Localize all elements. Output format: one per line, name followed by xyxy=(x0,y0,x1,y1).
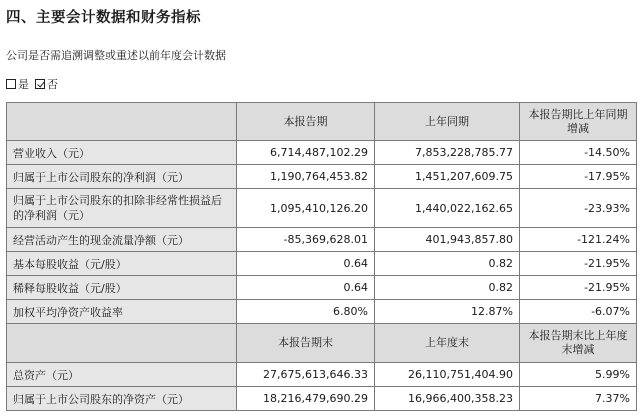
row-label: 经营活动产生的现金流量净额（元） xyxy=(7,228,237,252)
cell-prior: 401,943,857.80 xyxy=(375,228,520,252)
restatement-choices xyxy=(6,76,64,92)
subheader-blank xyxy=(7,324,237,363)
cell-prior: 1,440,022,162.65 xyxy=(375,189,520,228)
cell-change: 5.99% xyxy=(520,363,637,387)
cell-prior: 0.82 xyxy=(375,252,520,276)
cell-current: 6.80% xyxy=(237,300,375,324)
table-row xyxy=(7,387,637,411)
header-current-period: 本报告期 xyxy=(237,103,375,141)
cell-change: -21.95% xyxy=(520,276,637,300)
row-label: 基本每股收益（元/股） xyxy=(7,252,237,276)
table-row xyxy=(7,300,637,324)
subheader-period-end: 本报告期末 xyxy=(237,324,375,363)
cell-prior: 7,853,228,785.77 xyxy=(375,141,520,165)
cell-current: 1,095,410,126.20 xyxy=(237,189,375,228)
subheader-prior-year-end: 上年度末 xyxy=(375,324,520,363)
row-label: 归属于上市公司股东的净利润（元） xyxy=(7,165,237,189)
header-blank xyxy=(7,103,237,141)
header-prior-period: 上年同期 xyxy=(375,103,520,141)
row-label: 归属于上市公司股东的净资产（元） xyxy=(7,387,237,411)
table-row xyxy=(7,252,637,276)
choice-no-label: 否 xyxy=(47,78,58,91)
restatement-question: 公司是否需追溯调整或重述以前年度会计数据 xyxy=(6,49,226,62)
row-label: 营业收入（元） xyxy=(7,141,237,165)
table-row xyxy=(7,189,637,228)
cell-current: 6,714,487,102.29 xyxy=(237,141,375,165)
cell-change: -23.93% xyxy=(520,189,637,228)
row-label: 稀释每股收益（元/股） xyxy=(7,276,237,300)
choice-no[interactable] xyxy=(35,76,58,92)
choice-yes[interactable] xyxy=(6,76,29,92)
table-subheader-row xyxy=(7,324,637,363)
cell-current: 0.64 xyxy=(237,252,375,276)
cell-change: -121.24% xyxy=(520,228,637,252)
header-change: 本报告期比上年同期增减 xyxy=(520,103,637,141)
cell-current: 18,216,479,690.29 xyxy=(237,387,375,411)
cell-change: -6.07% xyxy=(520,300,637,324)
cell-change: 7.37% xyxy=(520,387,637,411)
cell-change: -17.95% xyxy=(520,165,637,189)
cell-change: -14.50% xyxy=(520,141,637,165)
checkbox-no-checked-icon[interactable] xyxy=(35,79,45,89)
financial-indicators-table xyxy=(6,102,637,411)
table-row xyxy=(7,165,637,189)
table-row xyxy=(7,276,637,300)
section-title: 四、主要会计数据和财务指标 xyxy=(6,10,201,26)
cell-change: -21.95% xyxy=(520,252,637,276)
cell-current: 1,190,764,453.82 xyxy=(237,165,375,189)
cell-prior: 26,110,751,404.90 xyxy=(375,363,520,387)
table-row xyxy=(7,141,637,165)
cell-current: -85,369,628.01 xyxy=(237,228,375,252)
cell-prior: 0.82 xyxy=(375,276,520,300)
row-label: 加权平均净资产收益率 xyxy=(7,300,237,324)
cell-current: 0.64 xyxy=(237,276,375,300)
checkbox-yes-icon[interactable] xyxy=(6,79,16,89)
cell-prior: 1,451,207,609.75 xyxy=(375,165,520,189)
cell-current: 27,675,613,646.33 xyxy=(237,363,375,387)
cell-prior: 16,966,400,358.23 xyxy=(375,387,520,411)
choice-yes-label: 是 xyxy=(18,78,29,91)
table-row xyxy=(7,228,637,252)
row-label: 总资产（元） xyxy=(7,363,237,387)
cell-prior: 12.87% xyxy=(375,300,520,324)
subheader-change: 本报告期末比上年度末增减 xyxy=(520,324,637,363)
table-row xyxy=(7,363,637,387)
row-label: 归属于上市公司股东的扣除非经常性损益后的净利润（元） xyxy=(7,189,237,228)
table-header-row xyxy=(7,103,637,141)
